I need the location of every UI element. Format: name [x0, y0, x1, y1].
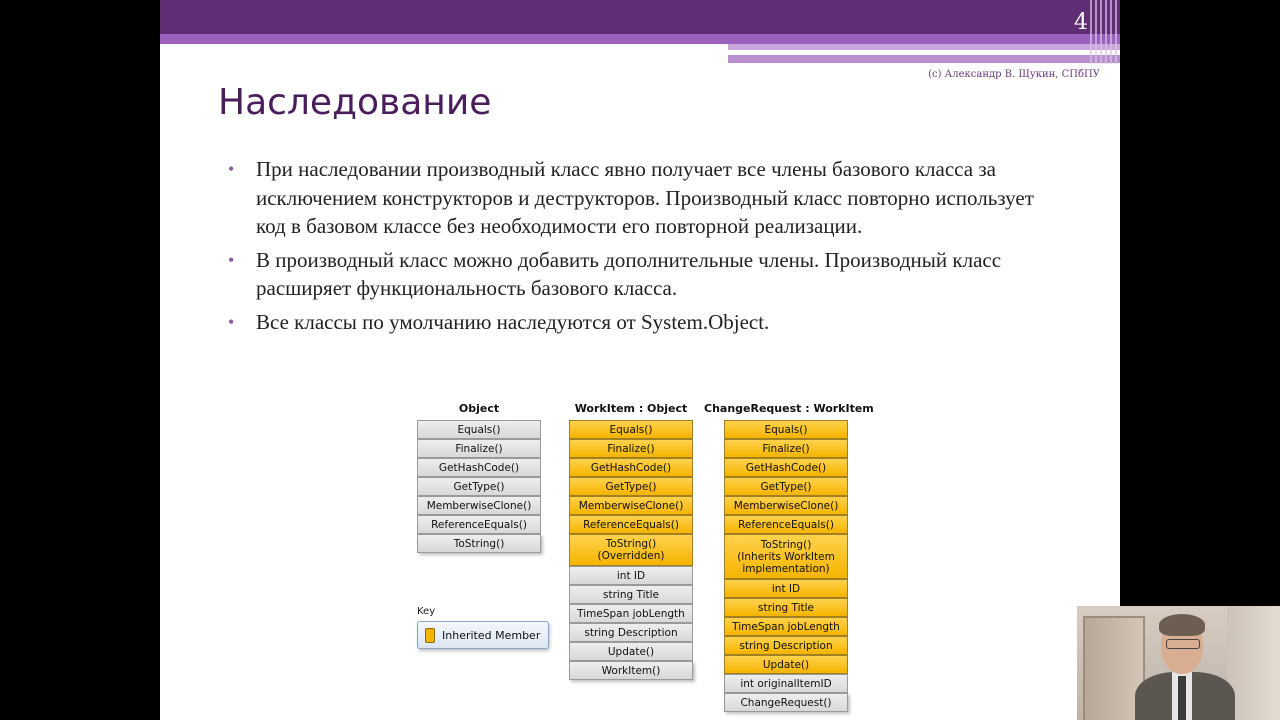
inherited-member: Equals() — [569, 420, 693, 439]
header-stripe-light — [728, 44, 1120, 50]
inherited-member: ReferenceEquals() — [569, 515, 693, 534]
header-stripe — [160, 34, 1120, 44]
inherited-member: Finalize() — [569, 439, 693, 458]
class-member: Equals() — [417, 420, 541, 439]
header-bar — [160, 0, 1120, 34]
inherited-member: TimeSpan jobLength — [724, 617, 848, 636]
inherited-member: GetHashCode() — [569, 458, 693, 477]
key-item-label: Inherited Member — [442, 629, 541, 642]
class-member: string Description — [569, 623, 693, 642]
class-member: ChangeRequest() — [724, 693, 848, 712]
inherited-member: MemberwiseClone() — [724, 496, 848, 515]
class-member: ToString() — [417, 534, 541, 553]
inherited-member: Equals() — [724, 420, 848, 439]
inherited-member: string Description — [724, 636, 848, 655]
inherited-member: GetHashCode() — [724, 458, 848, 477]
inherited-member: Update() — [724, 655, 848, 674]
bullet-item: • При наследовании производный класс явно получает все члены базового класса за исключением конструкторов и деструкторов. Производный класс повторно использует код в базовом классе без необходимости его повторной реализации. — [228, 155, 1048, 241]
class-title: ChangeRequest : WorkItem — [704, 402, 874, 415]
presenter-tie — [1178, 676, 1186, 720]
class-member: MemberwiseClone() — [417, 496, 541, 515]
class-title: WorkItem : Object — [574, 402, 688, 415]
class-member: string Title — [569, 585, 693, 604]
slide — [160, 0, 1120, 720]
presenter-webcam — [1077, 606, 1280, 720]
slide-title: Наследование — [218, 82, 492, 123]
class-member: TimeSpan jobLength — [569, 604, 693, 623]
class-member: Update() — [569, 642, 693, 661]
class-member: int ID — [569, 566, 693, 585]
inherited-member: Finalize() — [724, 439, 848, 458]
inherited-member: MemberwiseClone() — [569, 496, 693, 515]
slide-number: 4 — [1074, 10, 1088, 35]
header-stripe-white — [728, 51, 1048, 54]
inherited-member: string Title — [724, 598, 848, 617]
bullet-item: • В производный класс можно добавить дополнительные члены. Производный класс расширяет функциональность базового класса. — [228, 246, 1048, 303]
presenter-glasses-icon — [1166, 639, 1200, 649]
inherited-member: ReferenceEquals() — [724, 515, 848, 534]
class-member: ReferenceEquals() — [417, 515, 541, 534]
bullet-item: • Все классы по умолчанию наследуются от System.Object. — [228, 308, 1048, 337]
class-member: int originalItemID — [724, 674, 848, 693]
class-member: Finalize() — [417, 439, 541, 458]
inherited-member: GetType() — [724, 477, 848, 496]
inherited-member: ToString() (Inherits WorkItem implementation) — [724, 534, 848, 579]
class-member: GetHashCode() — [417, 458, 541, 477]
key-legend — [417, 621, 549, 649]
presenter-hair — [1159, 614, 1205, 636]
class-member: GetType() — [417, 477, 541, 496]
inherited-member: int ID — [724, 579, 848, 598]
key-label: Key — [417, 606, 436, 617]
corner-lines — [1090, 0, 1120, 64]
copyright-note: (c) Александр В. Щукин, СПбПУ — [928, 69, 1100, 80]
inherited-member: ToString() (Overridden) — [569, 534, 693, 566]
bullet-list — [228, 155, 1048, 341]
inherited-swatch-icon — [425, 628, 435, 643]
class-member: WorkItem() — [569, 661, 693, 680]
class-title: Object — [458, 402, 500, 415]
inherited-member: GetType() — [569, 477, 693, 496]
header-stripe-lower — [728, 55, 1120, 63]
